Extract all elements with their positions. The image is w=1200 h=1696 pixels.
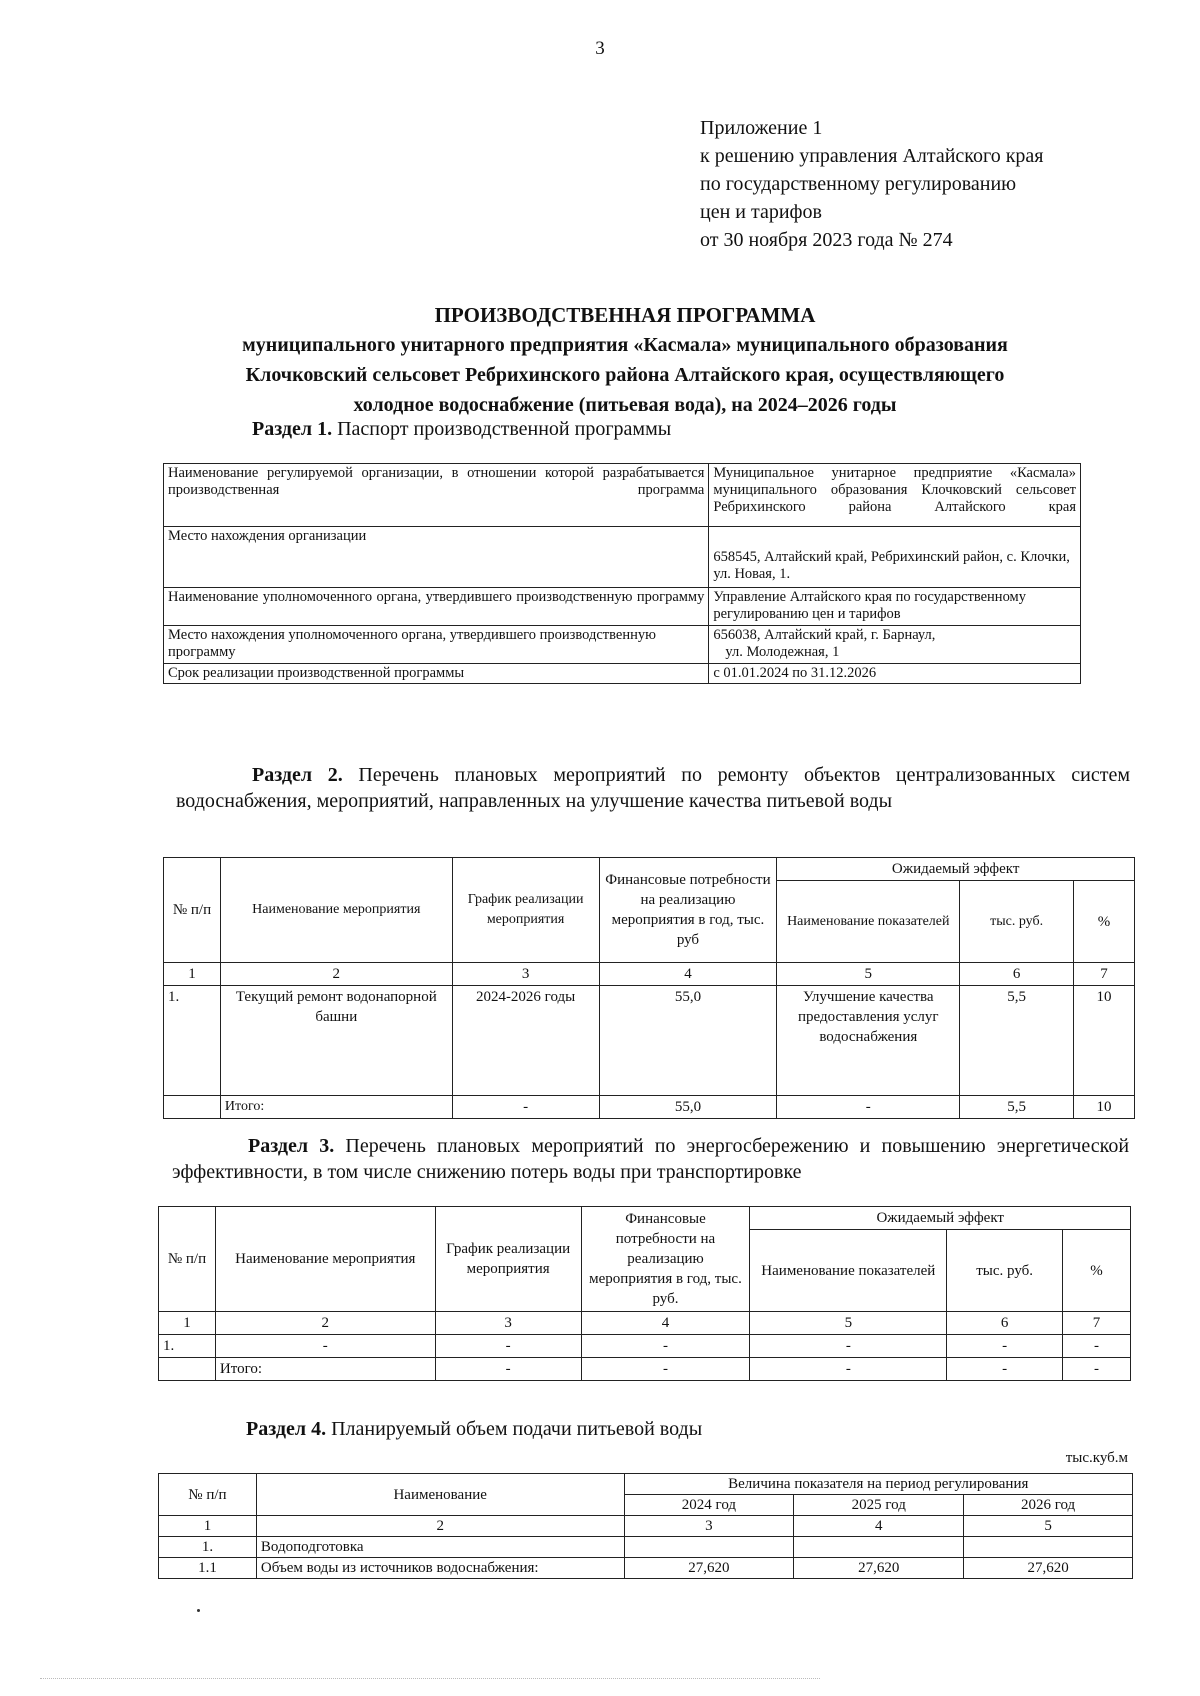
row-pct: 10 (1074, 986, 1135, 1096)
header-schedule: График реализации мероприятия (435, 1207, 581, 1312)
header-effect: Ожидаемый эффект (750, 1207, 1131, 1230)
section3-heading (172, 1133, 1129, 1185)
column-number: 7 (1074, 963, 1135, 986)
appendix-line: цен и тарифов (700, 201, 822, 223)
table-cell: Муниципальное унитарное предприятие «Касмала» муниципального образования Клочковский сельсовет Ребрихинского района Алтайского края (709, 464, 1081, 527)
appendix-line: к решению управления Алтайского края (700, 145, 1044, 167)
row-num: 1. (164, 986, 221, 1096)
table-row (164, 986, 1135, 1096)
total-label: Итого: (215, 1358, 435, 1381)
total-rub: - (947, 1358, 1063, 1381)
row-value (794, 1537, 964, 1558)
header-schedule: График реализации мероприятия (452, 858, 599, 963)
column-number: 4 (581, 1312, 750, 1335)
table-cell (709, 626, 1081, 664)
column-number: 1 (164, 963, 221, 986)
header-rub: тыс. руб. (960, 881, 1074, 963)
column-number: 3 (435, 1312, 581, 1335)
appendix-block (700, 114, 1044, 254)
section3-text: Перечень плановых мероприятий по энергосбережению и повышению энергетической эффективности, в том числе снижению потерь воды при транспортировке (172, 1135, 1130, 1183)
table-row (159, 1537, 1133, 1558)
header-rub: тыс. руб. (947, 1230, 1063, 1312)
row-schedule: 2024-2026 годы (452, 986, 599, 1096)
column-number: 7 (1063, 1312, 1131, 1335)
header-finance: Финансовые потребности на реализацию мероприятия в год, тыс. руб (599, 858, 777, 963)
header-finance: Финансовые потребности на реализацию мероприятия в год, тыс. руб. (581, 1207, 750, 1312)
header-indicator: Наименование показателей (750, 1230, 947, 1312)
column-number: 3 (624, 1516, 794, 1537)
table-cell: Место нахождения организации (164, 527, 709, 588)
total-pct: 10 (1074, 1096, 1135, 1119)
header-period: Величина показателя на период регулирования (624, 1474, 1132, 1495)
table-header-row (159, 1474, 1133, 1495)
section2-text: Перечень плановых мероприятий по ремонту объектов централизованных систем водоснабжения, мероприятий, направленных на улучшение качества питьевой воды (176, 764, 1130, 812)
appendix-line: по государственному регулированию (700, 173, 1017, 195)
row-indicator: Улучшение качества предоставления услуг водоснабжения (777, 986, 960, 1096)
header-year: 2024 год (624, 1495, 794, 1516)
total-pct: - (1063, 1358, 1131, 1381)
row-name: - (215, 1335, 435, 1358)
row-value: 27,620 (964, 1558, 1133, 1579)
cell-line: 656038, Алтайский край, г. Барнаул, (713, 627, 936, 643)
title-line: муниципального унитарного предприятия «Касмала» муниципального образования (242, 334, 1008, 356)
row-num: 1.1 (159, 1558, 257, 1579)
section1-heading (252, 416, 671, 442)
scan-speck (197, 1609, 200, 1612)
table-cell: Наименование регулируемой организации, в отношении которой разрабатывается производственная программа (164, 464, 709, 527)
column-number: 1 (159, 1312, 216, 1335)
unit-label: тыс.куб.м (1065, 1450, 1128, 1466)
section1-label: Раздел 1. (252, 418, 333, 440)
total-indicator: - (777, 1096, 960, 1119)
table-row (164, 664, 1081, 684)
table-header-row (164, 858, 1135, 881)
column-number: 5 (964, 1516, 1133, 1537)
section4-heading (246, 1416, 702, 1442)
header-year: 2025 год (794, 1495, 964, 1516)
header-name: Наименование (256, 1474, 624, 1516)
column-number: 6 (960, 963, 1074, 986)
table-row (164, 464, 1081, 527)
column-number: 6 (947, 1312, 1063, 1335)
header-num: № п/п (164, 858, 221, 963)
total-row (164, 1096, 1135, 1119)
title-line: Клочковский сельсовет Ребрихинского района Алтайского края, осуществляющего (245, 364, 1005, 386)
table-row (159, 1335, 1131, 1358)
table-row (164, 626, 1081, 664)
table-cell: 658545, Алтайский край, Ребрихинский район, с. Клочки, ул. Новая, 1. (709, 527, 1081, 588)
header-num: № п/п (159, 1207, 216, 1312)
section1-text: Паспорт производственной программы (337, 418, 672, 440)
total-label: Итого: (220, 1096, 452, 1119)
total-empty (164, 1096, 221, 1119)
total-schedule: - (435, 1358, 581, 1381)
section4-label: Раздел 4. (246, 1418, 327, 1440)
table-cell: Наименование уполномоченного органа, утвердившего производственную программу (164, 588, 709, 626)
row-num: 1. (159, 1335, 216, 1358)
table-row (164, 527, 1081, 588)
column-number: 4 (599, 963, 777, 986)
row-value (964, 1537, 1133, 1558)
column-number: 5 (777, 963, 960, 986)
table-header-row (159, 1207, 1131, 1230)
total-empty (159, 1358, 216, 1381)
row-rub: - (947, 1335, 1063, 1358)
column-number: 5 (750, 1312, 947, 1335)
column-number-row (159, 1312, 1131, 1335)
row-rub: 5,5 (960, 986, 1074, 1096)
column-number: 1 (159, 1516, 257, 1537)
header-indicator: Наименование показателей (777, 881, 960, 963)
section4-text: Планируемый объем подачи питьевой воды (331, 1418, 703, 1440)
page-number: 3 (595, 38, 605, 59)
column-number: 2 (256, 1516, 624, 1537)
title-main: ПРОИЗВОДСТВЕННАЯ ПРОГРАММА (434, 303, 816, 327)
table-row (164, 588, 1081, 626)
document-title (150, 300, 1100, 420)
total-finance: - (581, 1358, 750, 1381)
row-finance: 55,0 (599, 986, 777, 1096)
total-row (159, 1358, 1131, 1381)
column-number-row (159, 1516, 1133, 1537)
row-pct: - (1063, 1335, 1131, 1358)
total-finance: 55,0 (599, 1096, 777, 1119)
row-num: 1. (159, 1537, 257, 1558)
row-name: Водоподготовка (256, 1537, 624, 1558)
header-pct: % (1063, 1230, 1131, 1312)
column-number: 3 (452, 963, 599, 986)
row-value: 27,620 (624, 1558, 794, 1579)
table-cell: Управление Алтайского края по государственному регулированию цен и тарифов (709, 588, 1081, 626)
table-cell: Место нахождения уполномоченного органа, утвердившего производственную программу (164, 626, 709, 664)
header-name: Наименование мероприятия (215, 1207, 435, 1312)
column-number-row (164, 963, 1135, 986)
cell-line: ул. Молодежная, 1 (725, 644, 840, 660)
repair-measures-table (163, 857, 1135, 1119)
row-value (624, 1537, 794, 1558)
section2-heading (176, 762, 1130, 814)
energy-measures-table (158, 1206, 1131, 1381)
scan-edge-line (40, 1678, 820, 1679)
row-indicator: - (750, 1335, 947, 1358)
column-number: 2 (220, 963, 452, 986)
row-name: Текущий ремонт водонапорной башни (220, 986, 452, 1096)
appendix-line: Приложение 1 (700, 117, 823, 139)
row-value: 27,620 (794, 1558, 964, 1579)
total-rub: 5,5 (960, 1096, 1074, 1119)
total-schedule: - (452, 1096, 599, 1119)
header-pct: % (1074, 881, 1135, 963)
header-num: № п/п (159, 1474, 257, 1516)
row-name: Объем воды из источников водоснабжения: (256, 1558, 624, 1579)
header-name: Наименование мероприятия (220, 858, 452, 963)
table-cell: Срок реализации производственной программы (164, 664, 709, 684)
appendix-line: от 30 ноября 2023 года № 274 (700, 229, 953, 251)
row-finance: - (581, 1335, 750, 1358)
column-number: 4 (794, 1516, 964, 1537)
table-row (159, 1558, 1133, 1579)
row-schedule: - (435, 1335, 581, 1358)
passport-table (163, 463, 1081, 684)
section2-label: Раздел 2. (252, 764, 343, 786)
header-year: 2026 год (964, 1495, 1133, 1516)
water-volume-table (158, 1473, 1133, 1579)
table-cell: с 01.01.2024 по 31.12.2026 (709, 664, 1081, 684)
header-effect: Ожидаемый эффект (777, 858, 1135, 881)
section3-label: Раздел 3. (248, 1135, 335, 1157)
column-number: 2 (215, 1312, 435, 1335)
total-indicator: - (750, 1358, 947, 1381)
title-line: холодное водоснабжение (питьевая вода), на 2024–2026 годы (353, 394, 897, 416)
